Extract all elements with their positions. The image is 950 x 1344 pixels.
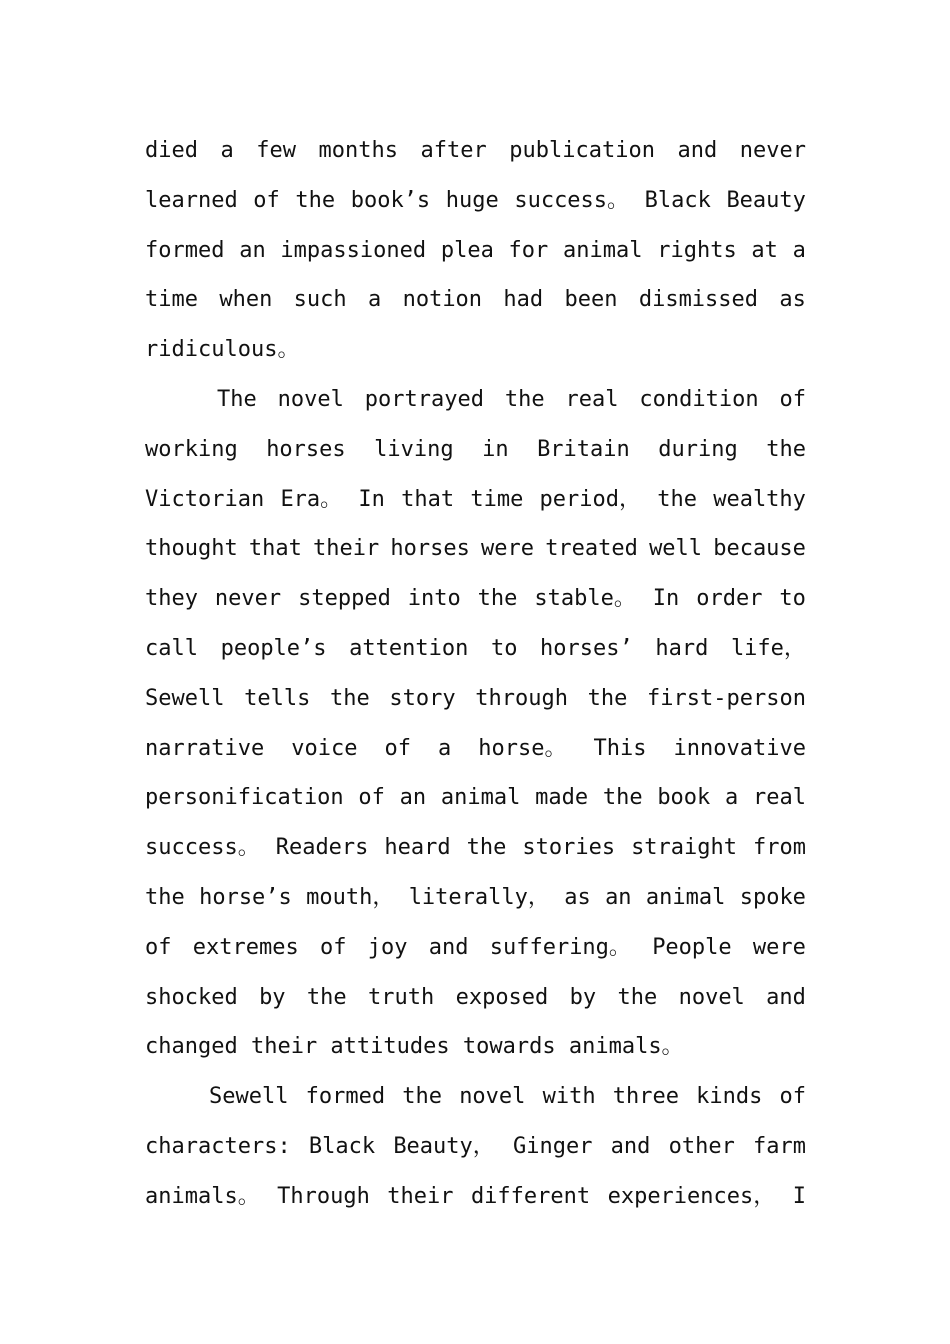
word: experiences，: [607, 1183, 776, 1209]
paragraph-first-line: [145, 1072, 806, 1122]
word: to: [779, 586, 806, 612]
word: time: [470, 486, 524, 512]
word: the: [466, 835, 507, 861]
word: as: [779, 287, 806, 313]
word: novel: [678, 984, 745, 1010]
word: of: [319, 934, 347, 960]
word: farm: [753, 1133, 806, 1159]
word: of: [358, 785, 385, 811]
word: animal: [563, 237, 643, 263]
word: of: [779, 1084, 806, 1110]
word: the: [504, 386, 545, 412]
word: the: [617, 984, 658, 1010]
text-line: [145, 574, 806, 624]
word: and: [766, 984, 806, 1010]
text-line: [145, 275, 806, 325]
word: animal: [440, 785, 521, 811]
word: people’s: [220, 635, 327, 661]
text-line: [145, 176, 806, 226]
word: Sewell: [209, 1084, 289, 1110]
text-line: [145, 923, 806, 973]
word: story: [389, 685, 456, 711]
word: rights: [657, 237, 737, 263]
word: were: [481, 536, 535, 562]
word: of: [145, 934, 172, 960]
word: success。: [514, 187, 630, 213]
word: characters:: [145, 1133, 291, 1159]
word: died: [145, 138, 198, 163]
word: of: [779, 386, 806, 412]
word: book’s: [350, 187, 431, 213]
word: a: [220, 138, 234, 163]
word: time: [145, 287, 198, 313]
word: exposed: [455, 984, 549, 1010]
text-line: ridiculous。: [145, 337, 300, 363]
text-line: [145, 524, 806, 574]
word: Britain: [537, 436, 630, 462]
word: few: [256, 138, 297, 163]
word: their: [387, 1183, 454, 1209]
text-line: [145, 425, 806, 475]
word: People: [652, 934, 732, 960]
word: success。: [145, 835, 260, 861]
word: real: [565, 386, 619, 412]
word: an: [605, 884, 632, 910]
word: different: [470, 1183, 591, 1209]
text-line: [145, 773, 806, 823]
word: never: [214, 586, 282, 612]
word: Black: [644, 187, 711, 213]
word: real: [753, 785, 806, 811]
word: that: [401, 486, 455, 512]
text-line: [145, 823, 806, 873]
word: by: [569, 984, 597, 1010]
word: heard: [384, 835, 451, 861]
word: huge: [445, 187, 499, 213]
word: months: [318, 138, 399, 163]
word: such: [293, 287, 347, 313]
body-text: [145, 126, 806, 1222]
word: by: [259, 984, 286, 1010]
word: tells: [244, 685, 311, 711]
text-line: [145, 724, 806, 774]
word: innovative: [673, 735, 806, 761]
word: horses’: [540, 635, 633, 661]
word: stable。: [534, 586, 636, 612]
word: attention: [349, 635, 469, 661]
word: In: [358, 486, 385, 512]
word: well: [649, 536, 703, 562]
word: life，: [730, 635, 806, 661]
word: horse’s: [199, 884, 292, 910]
word: three: [612, 1084, 679, 1110]
word: order: [696, 586, 763, 612]
word: Through: [277, 1183, 370, 1209]
text-line: [145, 674, 806, 724]
word: formed: [305, 1084, 386, 1110]
word: This: [593, 735, 647, 761]
word: suffering。: [489, 934, 631, 960]
word: stories: [522, 835, 616, 861]
word: their: [313, 536, 380, 562]
word: other: [668, 1133, 735, 1159]
word: Victorian: [145, 486, 265, 512]
word: mouth，: [306, 884, 395, 910]
word: the: [477, 586, 518, 612]
word: Beauty: [726, 187, 806, 213]
word: book: [657, 785, 711, 811]
word: in: [482, 436, 509, 462]
word: voice: [291, 735, 358, 761]
word: the: [306, 984, 347, 1010]
word: personification: [145, 785, 344, 811]
word: horse。: [478, 735, 567, 761]
text-line: [145, 475, 806, 525]
word: a: [792, 237, 806, 263]
word: Readers: [275, 835, 369, 861]
word: novel: [277, 386, 344, 412]
word: the: [657, 486, 697, 512]
word: novel: [459, 1084, 526, 1110]
word: the: [587, 685, 628, 711]
word: were: [752, 934, 806, 960]
word: kinds: [696, 1084, 763, 1110]
word: thought: [145, 536, 238, 562]
word: plea: [440, 237, 494, 263]
word: horses: [266, 436, 346, 462]
word: working: [145, 436, 238, 462]
word: Black: [308, 1133, 376, 1159]
word: been: [564, 287, 618, 313]
word: living: [374, 436, 454, 462]
word: period，: [539, 486, 642, 512]
word: an: [239, 237, 266, 263]
word: learned: [145, 187, 238, 213]
word: and: [428, 934, 469, 960]
word: to: [490, 635, 518, 661]
word: In: [652, 586, 680, 612]
word: treated: [545, 536, 638, 562]
word: as: [564, 884, 591, 910]
word: call: [145, 635, 198, 661]
word: when: [219, 287, 273, 313]
word: joy: [367, 934, 408, 960]
word: dismissed: [638, 287, 759, 313]
word: after: [420, 138, 487, 163]
word: the: [330, 685, 370, 711]
word: extremes: [192, 934, 299, 960]
word: during: [658, 436, 738, 462]
word: I: [792, 1183, 806, 1209]
word: a: [438, 735, 452, 761]
word: narrative: [145, 735, 265, 761]
word: spoke: [739, 884, 806, 910]
word: publication: [509, 138, 655, 163]
word: made: [535, 785, 589, 811]
word: because: [713, 536, 806, 562]
text-line: [145, 624, 806, 674]
word: the: [402, 1084, 443, 1110]
text-line: changed their attitudes towards animals。: [145, 1034, 684, 1060]
word: of: [253, 187, 280, 213]
word: into: [407, 586, 461, 612]
text-line: [145, 1122, 806, 1172]
word: never: [739, 138, 806, 163]
word: of: [384, 735, 411, 761]
word: had: [503, 287, 544, 313]
word: a: [725, 785, 739, 811]
word: for: [508, 237, 549, 263]
word: shocked: [145, 984, 238, 1010]
word: the: [145, 884, 185, 910]
word: portrayed: [364, 386, 484, 412]
word: a: [367, 287, 382, 313]
text-line: [145, 873, 806, 923]
word: first-person: [647, 685, 806, 711]
word: horses: [390, 536, 470, 562]
text-line: [145, 973, 806, 1023]
word: condition: [639, 386, 759, 412]
word: from: [753, 835, 806, 861]
word: they: [145, 586, 198, 612]
word: the: [602, 785, 643, 811]
word: and: [677, 138, 718, 163]
word: notion: [402, 287, 483, 313]
word: formed: [145, 237, 225, 263]
word: animal: [645, 884, 726, 910]
word: through: [475, 685, 568, 711]
word: Era。: [280, 486, 343, 512]
text-line: [145, 126, 806, 176]
word: wealthy: [713, 486, 806, 512]
word: the: [766, 436, 806, 462]
word: Ginger: [512, 1133, 593, 1159]
text-line: [145, 226, 806, 276]
word: truth: [368, 984, 435, 1010]
word: straight: [631, 835, 738, 861]
word: and: [610, 1133, 651, 1159]
word: with: [542, 1084, 596, 1110]
word: stepped: [298, 586, 391, 612]
word: Sewell: [145, 685, 225, 711]
word: literally，: [408, 884, 550, 910]
word: an: [399, 785, 427, 811]
word: at: [751, 237, 778, 263]
word: Beauty，: [393, 1133, 495, 1159]
paragraph-first-line: [145, 375, 806, 425]
word: that: [248, 536, 302, 562]
word: hard: [655, 635, 709, 661]
word: animals。: [145, 1183, 260, 1209]
text-line: [145, 1172, 806, 1222]
word: the: [295, 187, 336, 213]
word: The: [217, 386, 257, 412]
word: impassioned: [280, 237, 427, 263]
